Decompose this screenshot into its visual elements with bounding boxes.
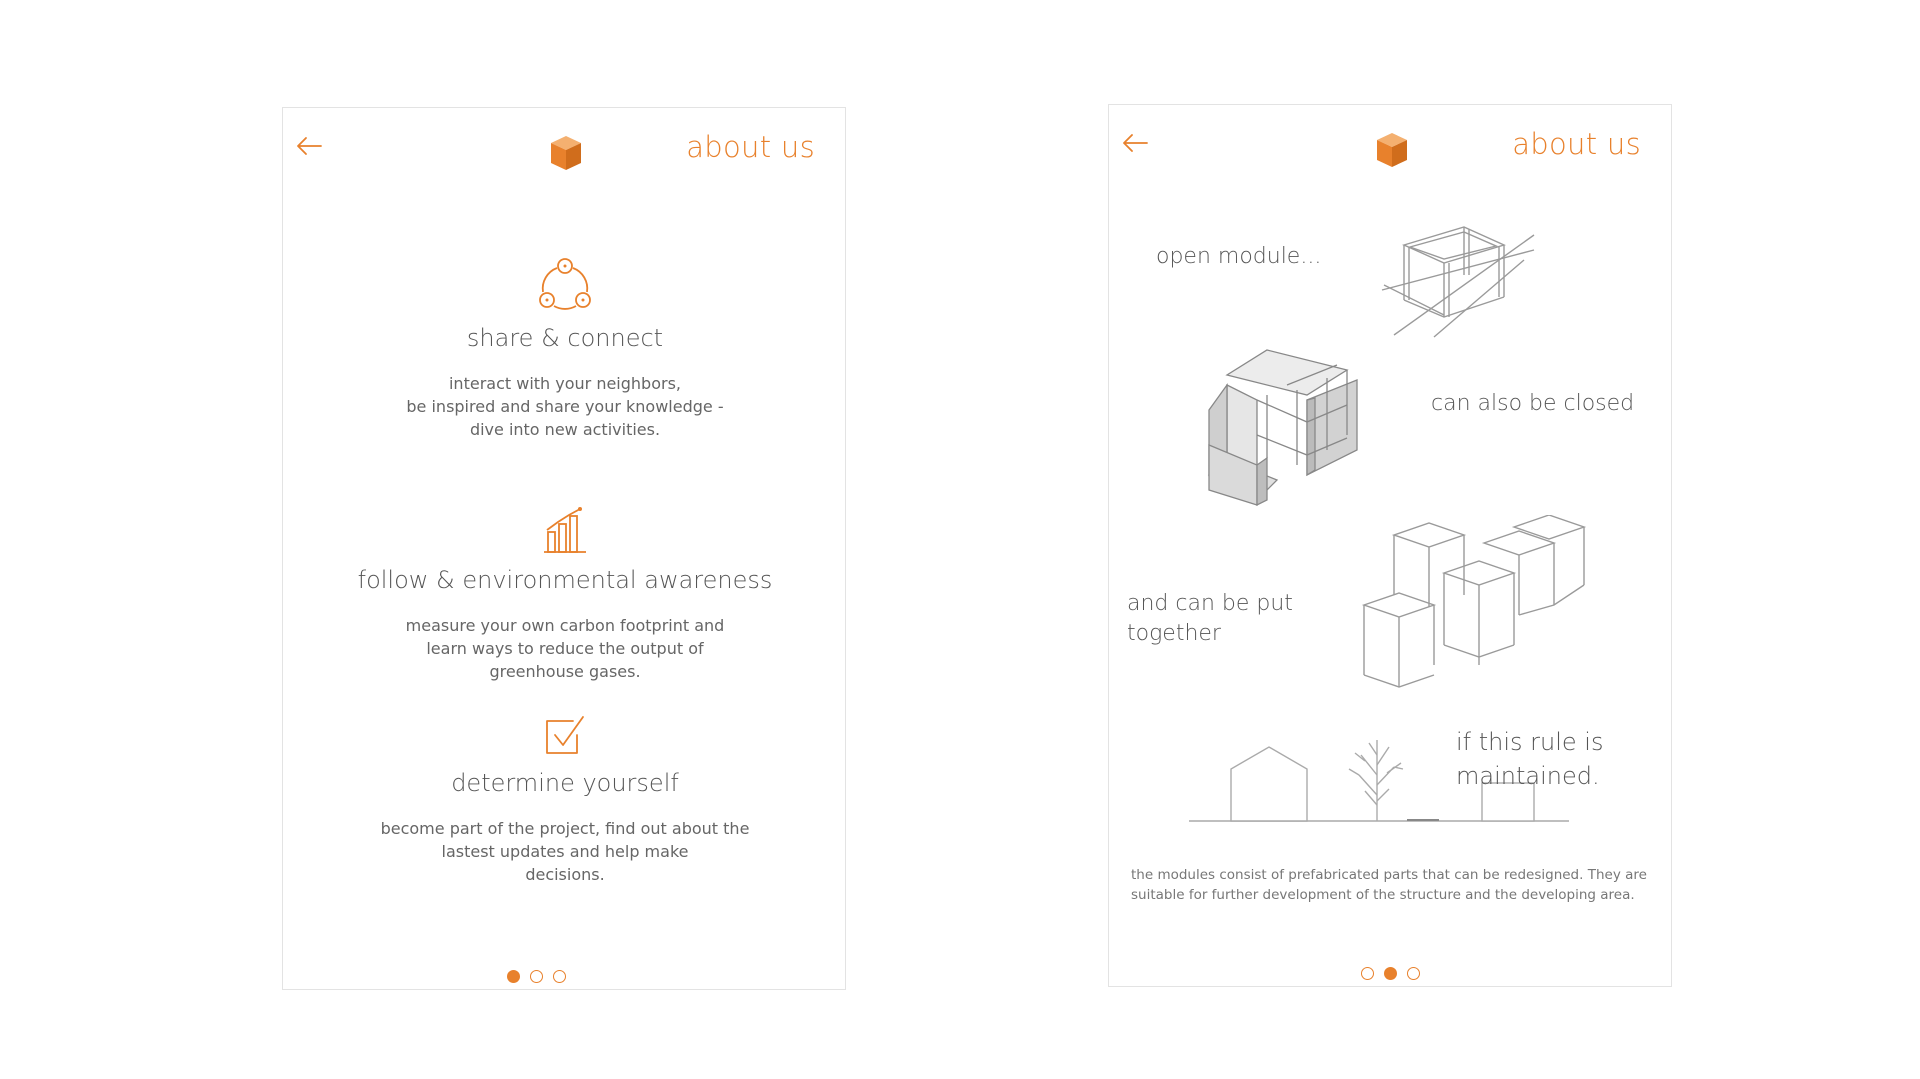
cube-logo-icon [549, 134, 583, 172]
page-indicator [1109, 967, 1671, 980]
back-arrow-icon[interactable] [295, 136, 323, 156]
back-arrow-icon[interactable] [1121, 133, 1149, 153]
page-dot-2[interactable] [1384, 967, 1397, 980]
feature-description: become part of the project, find out about the lastest updates and help make decisions. [380, 819, 750, 884]
feature-description: measure your own carbon footprint and learn ways to reduce the output of greenhouse gases. [405, 616, 725, 681]
bar-chart-icon [542, 506, 588, 554]
cube-logo-icon [1375, 131, 1409, 169]
feature-determine-yourself [283, 715, 847, 886]
feature-title: follow & environmental awareness [357, 566, 773, 594]
combined-modules-illustration [1359, 515, 1609, 690]
page-dot-1[interactable] [507, 970, 520, 983]
feature-environmental-awareness [283, 506, 847, 683]
modules-caption: the modules consist of prefabricated parts that can be redesigned. They are suitable for further development of the structure and the developing area. [1131, 867, 1647, 903]
page-title: about us [1512, 127, 1641, 161]
page-title: about us [686, 130, 815, 164]
open-module-frame-illustration [1374, 205, 1544, 340]
open-module-label: open module... [1156, 244, 1322, 269]
can-be-closed-label: can also be closed [1431, 391, 1635, 416]
about-us-screen-1 [282, 107, 846, 990]
feature-title: determine yourself [451, 769, 679, 797]
put-together-label: and can be put together [1127, 591, 1293, 646]
feature-description: interact with your neighbors, be inspired and share your knowledge - dive into new activities. [406, 374, 724, 439]
page-dot-1[interactable] [1361, 967, 1374, 980]
page-dot-3[interactable] [1407, 967, 1420, 980]
about-us-screen-2 [1108, 104, 1672, 987]
closed-module-illustration [1197, 340, 1377, 515]
rule-maintained-label: if this rule is maintained. [1456, 728, 1604, 790]
checkbox-icon [543, 715, 587, 757]
page-dot-3[interactable] [553, 970, 566, 983]
feature-title: share & connect [466, 324, 664, 352]
page-dot-2[interactable] [530, 970, 543, 983]
feature-share-connect [283, 256, 847, 441]
page-indicator [255, 970, 817, 983]
share-connect-icon [535, 256, 595, 312]
